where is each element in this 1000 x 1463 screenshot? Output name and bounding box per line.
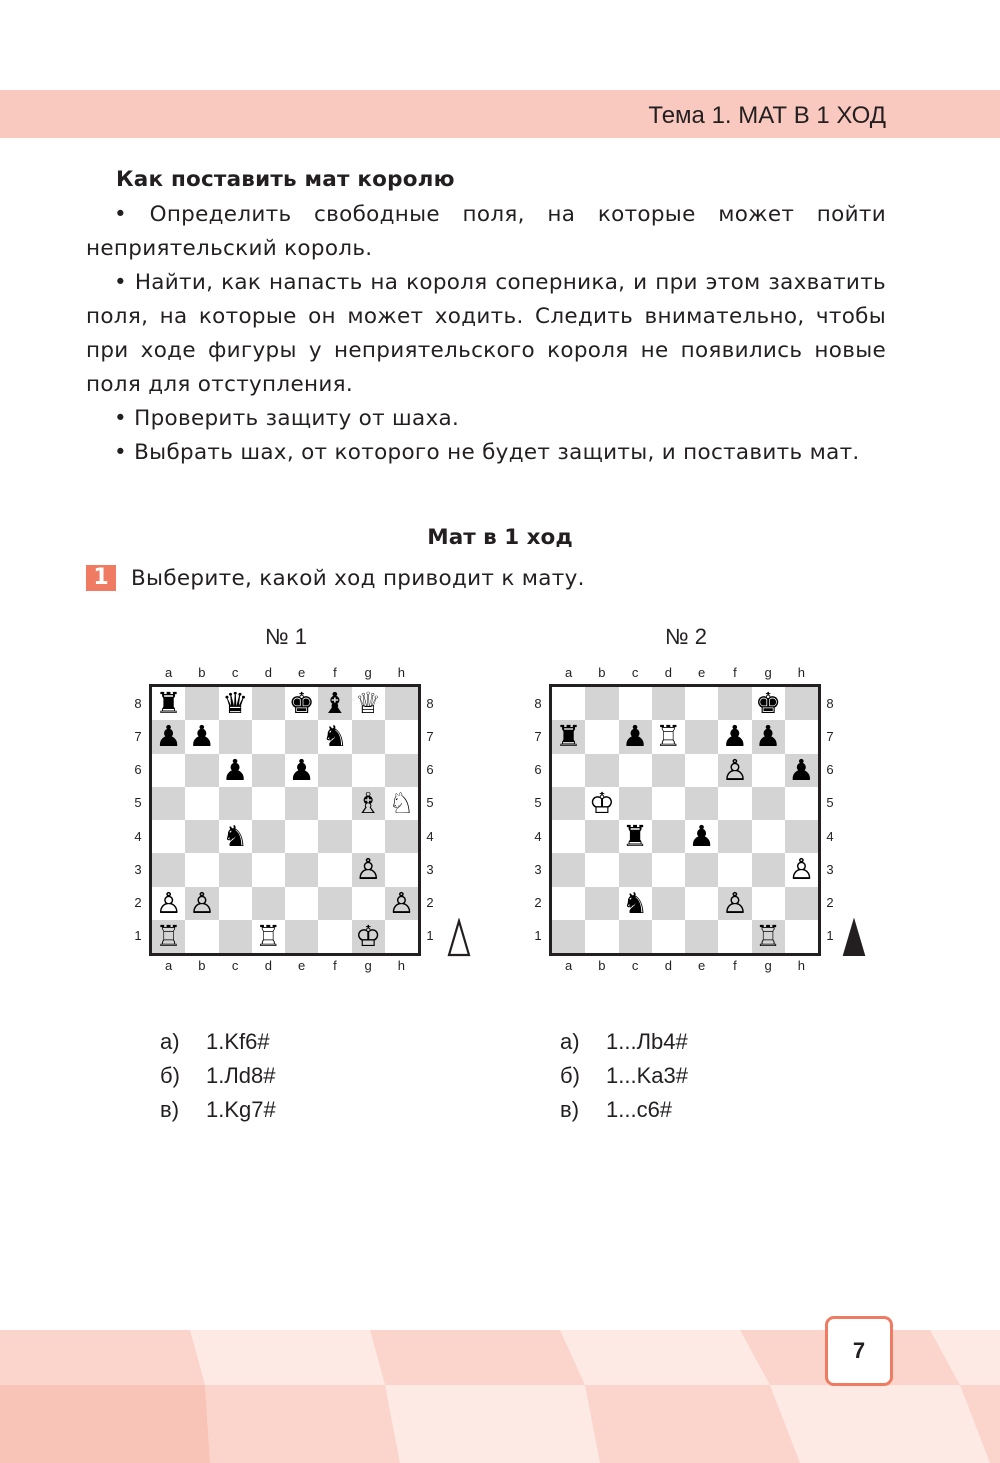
option-letter: в): [160, 1097, 180, 1122]
board-square: [285, 720, 318, 753]
board-square: [552, 687, 585, 720]
board-square: [185, 687, 218, 720]
board-square: [252, 820, 285, 853]
rank-label: 5: [134, 795, 142, 811]
board-square: [318, 920, 351, 953]
board-square: [752, 853, 785, 886]
rank-label: 8: [134, 695, 142, 711]
chess-piece-e8: ♚: [288, 686, 315, 720]
file-label: c: [631, 958, 639, 973]
board-square: [285, 887, 318, 920]
chess-piece-c4: ♞: [222, 819, 249, 853]
board-square: [685, 920, 718, 953]
answer-options-1: [160, 1025, 276, 1127]
answer-option[interactable]: [160, 1059, 276, 1093]
board-square: [652, 853, 685, 886]
board-square: [552, 787, 585, 820]
black-triangle-icon: [842, 918, 866, 958]
board-square: [552, 853, 585, 886]
file-label: f: [733, 665, 737, 680]
file-label: h: [797, 665, 805, 680]
chess-piece-e6: ♟: [288, 752, 315, 787]
board-square: [318, 887, 351, 920]
file-label: f: [733, 958, 737, 973]
chess-piece-b2: ♙: [188, 885, 215, 920]
chess-piece-f2: ♙: [721, 885, 748, 920]
chess-piece-h5: ♘: [388, 785, 415, 820]
board-square: [385, 820, 418, 853]
board-square: [718, 787, 751, 820]
board-square: [285, 920, 318, 953]
board-square: [185, 920, 218, 953]
board-square: [352, 754, 385, 787]
board-square: [652, 887, 685, 920]
board-square: [352, 720, 385, 753]
board-square: [219, 720, 252, 753]
rank-label: 7: [826, 728, 834, 744]
board-square: [152, 787, 185, 820]
board-square: [585, 853, 618, 886]
option-move: 1...Лb4#: [606, 1029, 688, 1054]
intro-heading: Как поставить мат королю: [116, 167, 455, 192]
task-text: Выберите, какой ход приводит к мату.: [131, 566, 585, 591]
file-label: e: [298, 665, 306, 680]
file-label: h: [797, 958, 805, 973]
file-label: d: [264, 665, 272, 680]
file-label: c: [631, 665, 639, 680]
file-label: g: [364, 958, 372, 973]
board-square: [252, 787, 285, 820]
board-square: [385, 720, 418, 753]
board-square: [652, 920, 685, 953]
board-square: [619, 754, 652, 787]
board-square: [285, 853, 318, 886]
chess-piece-b5: ♔: [588, 785, 615, 820]
answer-options-2: [560, 1025, 688, 1127]
board-square: [252, 754, 285, 787]
file-label: b: [198, 958, 206, 973]
file-label: d: [664, 958, 672, 973]
file-label: g: [764, 958, 772, 973]
rank-label: 8: [426, 695, 434, 711]
board-square: [285, 820, 318, 853]
board-square: [552, 820, 585, 853]
board-square: [585, 687, 618, 720]
file-label: c: [231, 958, 239, 973]
option-letter: а): [560, 1029, 580, 1054]
chess-piece-c6: ♟: [222, 752, 249, 787]
option-move: 1...Ka3#: [606, 1063, 688, 1088]
board-square: [785, 920, 818, 953]
board-square: [352, 820, 385, 853]
chess-piece-g3: ♙: [355, 852, 382, 887]
board-square: [718, 687, 751, 720]
chess-piece-a7: ♜: [555, 719, 582, 754]
rank-label: 6: [534, 762, 542, 778]
board-square: [619, 853, 652, 886]
chess-piece-c4: ♜: [622, 819, 649, 853]
option-letter: б): [160, 1063, 180, 1088]
rank-label: 7: [534, 728, 542, 744]
rank-label: 2: [426, 895, 434, 911]
section-title: Мат в 1 ход: [427, 525, 573, 550]
file-label: a: [565, 958, 573, 973]
board-square: [352, 887, 385, 920]
board-square: [685, 720, 718, 753]
rank-label: 1: [826, 928, 834, 944]
board-square: [252, 720, 285, 753]
chessboard: [149, 684, 421, 956]
board-square: [718, 920, 751, 953]
board-square: [585, 754, 618, 787]
board-square: [785, 687, 818, 720]
board-square: [652, 787, 685, 820]
chess-piece-e4: ♟: [688, 819, 715, 853]
chess-piece-c2: ♞: [622, 885, 649, 920]
board-square: [219, 887, 252, 920]
diagram-title-2: № 2: [665, 624, 707, 649]
task-number-badge: 1: [86, 565, 116, 591]
board-square: [652, 820, 685, 853]
chess-piece-d1: ♖: [255, 918, 282, 953]
rank-label: 5: [426, 795, 434, 811]
board-square: [318, 853, 351, 886]
chess-piece-c7: ♟: [622, 719, 649, 754]
board-square: [252, 853, 285, 886]
file-label: g: [764, 665, 772, 680]
board-square: [219, 853, 252, 886]
board-square: [619, 787, 652, 820]
white-triangle-icon: [447, 918, 471, 958]
option-move: 1.Kg7#: [206, 1097, 276, 1122]
file-label: e: [698, 958, 706, 973]
page-title: Тема 1. МАТ В 1 ХОД: [648, 102, 886, 129]
board-square: [752, 820, 785, 853]
board-square: [785, 787, 818, 820]
board-square: [185, 754, 218, 787]
chess-piece-h3: ♙: [788, 852, 815, 887]
chess-piece-g8: ♕: [355, 686, 382, 720]
rank-label: 1: [426, 928, 434, 944]
board-square: [318, 787, 351, 820]
board-square: [585, 720, 618, 753]
board-square: [185, 853, 218, 886]
chess-piece-g1: ♖: [755, 918, 782, 953]
board-square: [685, 887, 718, 920]
board-square: [619, 687, 652, 720]
rank-label: 4: [134, 828, 142, 844]
chess-piece-h6: ♟: [788, 752, 815, 787]
file-label: e: [698, 665, 706, 680]
rank-label: 6: [134, 762, 142, 778]
board-square: [552, 887, 585, 920]
board-square: [152, 754, 185, 787]
rank-label: 2: [134, 895, 142, 911]
rank-label: 6: [426, 762, 434, 778]
file-label: c: [231, 665, 239, 680]
board-square: [785, 720, 818, 753]
chess-piece-f6: ♙: [721, 752, 748, 787]
board-square: [385, 754, 418, 787]
rank-label: 4: [426, 828, 434, 844]
board-square: [185, 787, 218, 820]
file-label: f: [333, 958, 337, 973]
board-square: [219, 920, 252, 953]
rank-label: 3: [134, 861, 142, 877]
rank-label: 4: [534, 828, 542, 844]
chess-piece-f8: ♝: [321, 686, 348, 720]
board-square: [718, 853, 751, 886]
file-label: a: [165, 958, 173, 973]
board-square: [752, 887, 785, 920]
intro-bullet: • Выбрать шах, от которого не будет защиты, и поставить мат.: [114, 440, 860, 465]
rank-label: 6: [826, 762, 834, 778]
intro-bullet: • Найти, как напасть на короля соперника, и при этом захватить поля, на которые он может ходить. Следить внимательно, чтобы при ходе фигуры у неприятельского короля не появились новые поля для отступления.: [86, 270, 886, 397]
answer-option[interactable]: [160, 1025, 276, 1059]
rank-label: 5: [826, 795, 834, 811]
chess-piece-a7: ♟: [155, 719, 182, 754]
rank-label: 1: [134, 928, 142, 944]
rank-label: 5: [534, 795, 542, 811]
board-square: [685, 787, 718, 820]
board-square: [552, 754, 585, 787]
rank-label: 2: [534, 895, 542, 911]
rank-label: 7: [426, 728, 434, 744]
chessboard: [549, 684, 821, 956]
chess-piece-c8: ♛: [222, 686, 249, 720]
chess-piece-a2: ♙: [155, 885, 182, 920]
board-square: [285, 787, 318, 820]
diagram-title-1: № 1: [265, 624, 307, 649]
chess-piece-f7: ♟: [721, 719, 748, 754]
rank-label: 1: [534, 928, 542, 944]
file-label: g: [364, 665, 372, 680]
answer-option[interactable]: [560, 1093, 688, 1127]
file-label: e: [298, 958, 306, 973]
file-label: b: [598, 958, 606, 973]
board-square: [752, 787, 785, 820]
file-label: d: [664, 665, 672, 680]
chess-piece-d7: ♖: [655, 719, 682, 754]
board-square: [552, 920, 585, 953]
board-square: [785, 820, 818, 853]
board-square: [685, 687, 718, 720]
board-square: [585, 920, 618, 953]
board-square: [152, 853, 185, 886]
file-label: h: [397, 958, 405, 973]
intro-bullet: • Определить свободные поля, на которые может пойти неприятельский король.: [86, 202, 886, 261]
file-label: f: [333, 665, 337, 680]
board-square: [152, 820, 185, 853]
chess-piece-g7: ♟: [755, 719, 782, 754]
board-square: [785, 887, 818, 920]
file-label: a: [565, 665, 573, 680]
board-square: [252, 887, 285, 920]
rank-label: 2: [826, 895, 834, 911]
rank-label: 3: [826, 861, 834, 877]
chess-piece-f7: ♞: [321, 719, 348, 754]
board-square: [318, 820, 351, 853]
rank-label: 7: [134, 728, 142, 744]
answer-option[interactable]: [160, 1093, 276, 1127]
board-square: [585, 887, 618, 920]
board-square: [252, 687, 285, 720]
board-square: [585, 820, 618, 853]
chess-piece-g8: ♚: [755, 686, 782, 720]
file-label: b: [598, 665, 606, 680]
board-square: [752, 754, 785, 787]
board-square: [718, 820, 751, 853]
option-move: 1...c6#: [606, 1097, 673, 1122]
chess-piece-a1: ♖: [155, 918, 182, 953]
intro-section: [86, 162, 886, 470]
option-letter: в): [560, 1097, 580, 1122]
chess-piece-g5: ♗: [355, 785, 382, 820]
board-square: [385, 920, 418, 953]
answer-option[interactable]: [560, 1059, 688, 1093]
chess-piece-b7: ♟: [188, 719, 215, 754]
board-square: [652, 754, 685, 787]
board-square: [219, 787, 252, 820]
rank-label: 4: [826, 828, 834, 844]
option-move: 1.Kf6#: [206, 1029, 270, 1054]
board-square: [185, 820, 218, 853]
chess-piece-h2: ♙: [388, 885, 415, 920]
answer-option[interactable]: [560, 1025, 688, 1059]
rank-label: 3: [534, 861, 542, 877]
option-move: 1.Лd8#: [206, 1063, 276, 1088]
file-label: b: [198, 665, 206, 680]
board-square: [385, 853, 418, 886]
chess-piece-g1: ♔: [355, 918, 382, 953]
board-square: [318, 754, 351, 787]
rank-label: 3: [426, 861, 434, 877]
board-square: [685, 853, 718, 886]
page-number: 7: [825, 1316, 893, 1386]
chess-piece-a8: ♜: [155, 686, 182, 720]
board-square: [385, 687, 418, 720]
file-label: a: [165, 665, 173, 680]
rank-label: 8: [534, 695, 542, 711]
intro-bullet: • Проверить защиту от шаха.: [114, 406, 460, 431]
file-label: d: [264, 958, 272, 973]
board-square: [685, 754, 718, 787]
board-square: [652, 687, 685, 720]
board-square: [619, 920, 652, 953]
option-letter: б): [560, 1063, 580, 1088]
rank-label: 8: [826, 695, 834, 711]
file-label: h: [397, 665, 405, 680]
option-letter: а): [160, 1029, 180, 1054]
